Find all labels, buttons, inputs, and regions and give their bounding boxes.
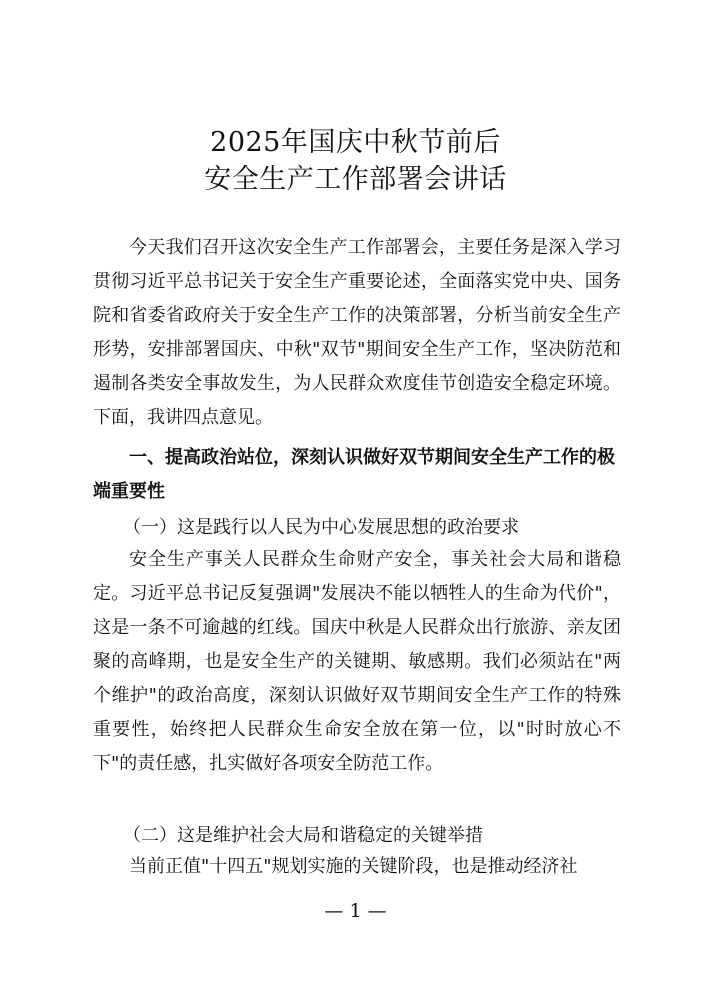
- document-title-line1: 2025年国庆中秋节前后: [210, 127, 501, 158]
- subsection-heading-1: （一）这是践行以人民为中心发展思想的政治要求: [123, 517, 519, 538]
- document-title-line2: 安全生产工作部署会讲话: [204, 164, 507, 195]
- subsection-heading-2: （二）这是维护社会大局和谐稳定的关键举措: [123, 825, 483, 846]
- body-paragraph-1: 安全生产事关人民群众生命财产安全，事关社会大局和谐稳定。习近平总书记反复强调"发展决不能以牺牲人的生命为代价"，这是一条不可逾越的红线。国庆中秋是人民群众出行旅游、亲友团聚的高峰期，也是安全生产的关键期、敏感期。我们必须站在"两个维护"的政治高度，深刻认识做好双节期间安全生产工作的特殊重要性，始终把人民群众生命安全放在第一位，以"时时放心不下"的责任感，扎实做好各项安全防范工作。: [93, 549, 621, 774]
- section-heading-1: 一、提高政治站位，深刻认识做好双节期间安全生产工作的极端重要性: [93, 447, 615, 502]
- page-number: — 1 —: [324, 900, 387, 922]
- body-paragraph-2: 当前正值"十四五"规划实施的关键阶段，也是推动经济社: [129, 856, 578, 877]
- intro-paragraph: 今天我们召开这次安全生产工作部署会，主要任务是深入学习贯彻习近平总书记关于安全生产重要论述，全面落实党中央、国务院和省委省政府关于安全生产工作的决策部署，分析当前安全生产形势，安排部署国庆、中秋"双节"期间安全生产工作，坚决防范和遏制各类安全事故发生，为人民群众欢度佳节创造安全稳定环境。下面，我讲四点意见。: [93, 237, 621, 428]
